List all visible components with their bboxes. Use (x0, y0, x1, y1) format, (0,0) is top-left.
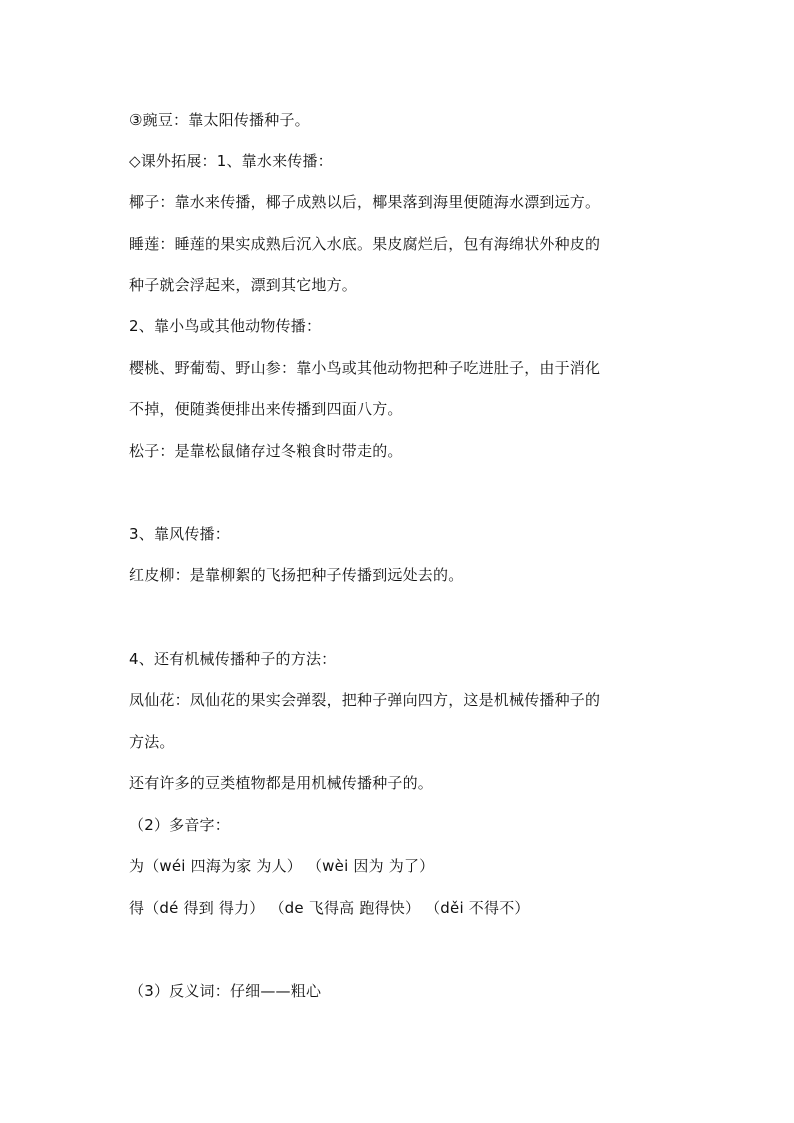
text-line: （2）多音字： (129, 816, 230, 834)
text-line: ◇课外拓展：1、靠水来传播： (129, 152, 333, 170)
text-line: 还有许多的豆类植物都是用机械传播种子的。 (129, 774, 434, 792)
text-line: （3）反义词：仔细——粗心 (129, 982, 322, 1000)
text-line: 为（wéi 四海为家 为人） （wèi 因为 为了） (129, 857, 435, 875)
text-line: 4、还有机械传播种子的方法： (129, 650, 337, 668)
text-line: 种子就会浮起来，漂到其它地方。 (129, 276, 358, 294)
text-line: 得（dé 得到 得力） （de 飞得高 跑得快） （děi 不得不） (129, 899, 530, 917)
text-line: 3、靠风传播： (129, 525, 230, 543)
text-line: ③豌豆：靠太阳传播种子。 (129, 111, 310, 129)
text-line: 松子：是靠松鼠储存过冬粮食时带走的。 (129, 442, 403, 460)
text-line: 方法。 (129, 733, 175, 751)
text-line: 樱桃、野葡萄、野山参：靠小鸟或其他动物把种子吃进肚子，由于消化 (129, 359, 601, 377)
text-line: 不掉，便随粪便排出来传播到四面八方。 (129, 400, 403, 418)
text-line: 睡莲：睡莲的果实成熟后沉入水底。果皮腐烂后，包有海绵状外种皮的 (129, 235, 601, 253)
text-line: 2、靠小鸟或其他动物传播： (129, 317, 322, 335)
text-line: 凤仙花：凤仙花的果实会弹裂，把种子弹向四方，这是机械传播种子的 (129, 691, 601, 709)
text-line: 椰子：靠水来传播，椰子成熟以后，椰果落到海里便随海水漂到远方。 (129, 193, 601, 211)
text-line: 红皮柳：是靠柳絮的飞扬把种子传播到远处去的。 (129, 566, 464, 584)
